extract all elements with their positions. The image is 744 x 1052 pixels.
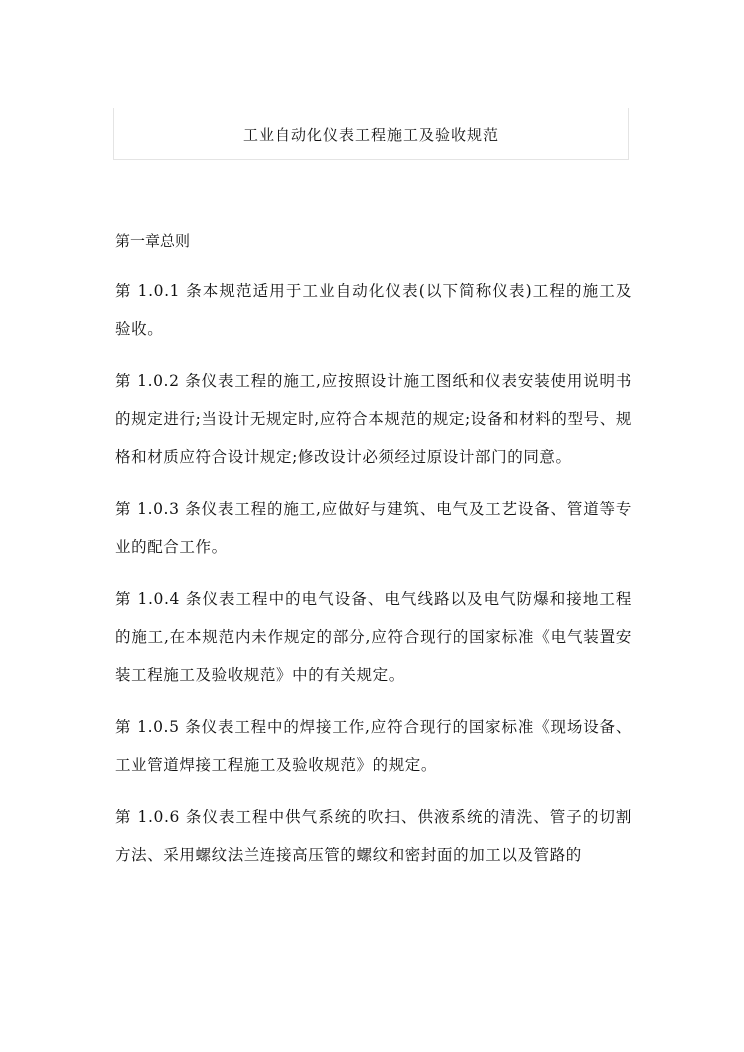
chapter-heading: 第一章总则 xyxy=(115,232,191,250)
paragraph-1-0-2: 第 1.0.2 条仪表工程的施工,应按照设计施工图纸和仪表安装使用说明书的规定进行;当设计无规定时,应符合本规范的规定;设备和材料的型号、规格和材质应符合设计规定;修改设计必须经过原设计部门的同意。 xyxy=(115,372,632,466)
title-box xyxy=(113,108,629,160)
document-title: 工业自动化仪表工程施工及验收规范 xyxy=(242,126,499,144)
paragraph-1-0-3: 第 1.0.3 条仪表工程的施工,应做好与建筑、电气及工艺设备、管道等专业的配合工作。 xyxy=(115,500,632,556)
paragraph-1-0-6: 第 1.0.6 条仪表工程中供气系统的吹扫、供液系统的清洗、管子的切割方法、采用螺纹法兰连接高压管的螺纹和密封面的加工以及管路的 xyxy=(115,808,632,864)
paragraph-1-0-1: 第 1.0.1 条本规范适用于工业自动化仪表(以下简称仪表)工程的施工及验收。 xyxy=(115,282,632,338)
paragraph-1-0-5: 第 1.0.5 条仪表工程中的焊接工作,应符合现行的国家标准《现场设备、工业管道焊接工程施工及验收规范》的规定。 xyxy=(115,718,632,774)
paragraph-1-0-4: 第 1.0.4 条仪表工程中的电气设备、电气线路以及电气防爆和接地工程的施工,在本规范内未作规定的部分,应符合现行的国家标准《电气装置安装工程施工及验收规范》中的有关规定。 xyxy=(115,590,632,684)
document-body xyxy=(115,222,632,888)
